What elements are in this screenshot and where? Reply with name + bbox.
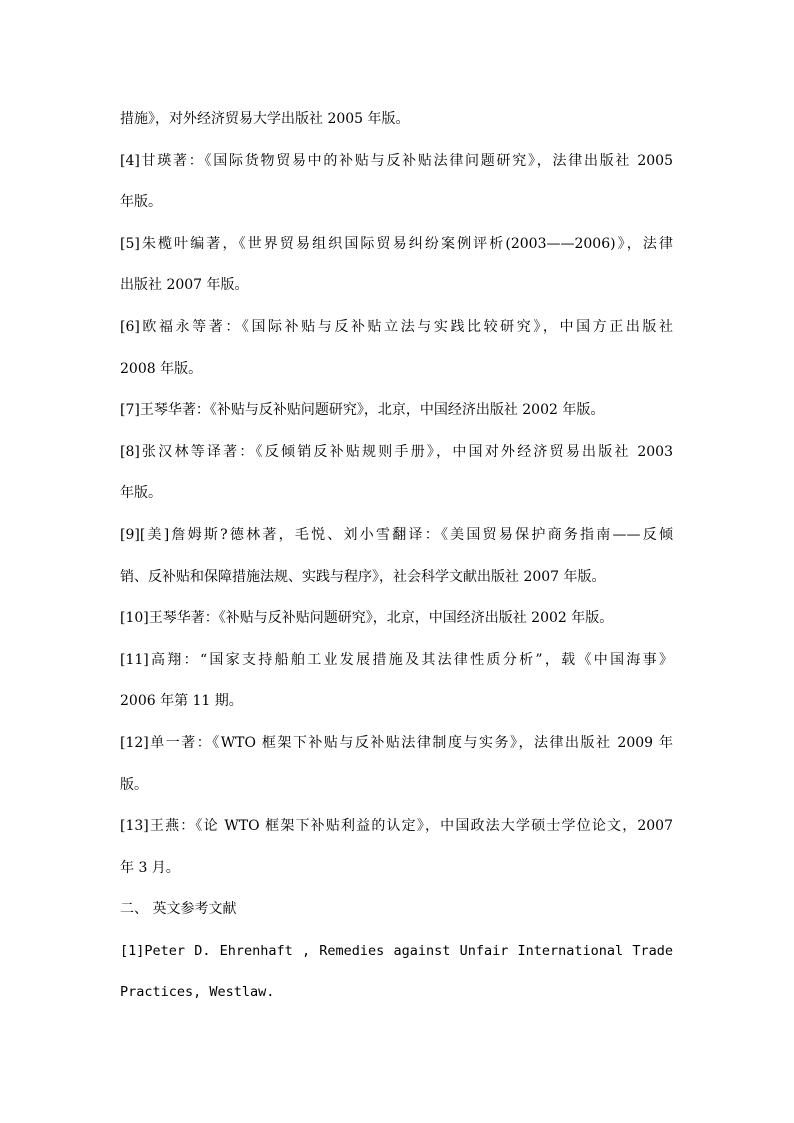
text-line: 年版。 bbox=[120, 485, 162, 502]
text-line: [13]王燕：《论 WTO 框架下补贴利益的认定》，中国政法大学硕士学位论文，2007 bbox=[120, 818, 673, 835]
document-page bbox=[120, 99, 673, 1014]
text-line: 2008 年版。 bbox=[120, 360, 203, 377]
text-line: [9][美]詹姆斯?德林著，毛悦、刘小雪翻译：《美国贸易保护商务指南——反倾 bbox=[120, 526, 673, 543]
text-line: [12]单一著：《WTO 框架下补贴与反补贴法律制度与实务》，法律出版社 2009 年 bbox=[120, 734, 673, 751]
text-line: [7]王琴华著：《补贴与反补贴问题研究》，北京，中国经济出版社 2002 年版。 bbox=[120, 402, 605, 419]
text-line: Practices, Westlaw. bbox=[120, 984, 275, 1001]
text-line: [5]朱榄叶编著，《世界贸易组织国际贸易纠纷案例评析(2003——2006)》，法律 bbox=[120, 235, 673, 252]
text-line: 年版。 bbox=[120, 194, 162, 211]
text-line: [1]Peter D. Ehrenhaft , Remedies against Unfair International Trade bbox=[120, 942, 673, 959]
text-line: [4]甘瑛著：《国际货物贸易中的补贴与反补贴法律问题研究》，法律出版社 2005 bbox=[120, 152, 673, 169]
text-line: 2006 年第 11 期。 bbox=[120, 693, 243, 710]
text-line: [6]欧福永等著：《国际补贴与反补贴立法与实践比较研究》，中国方正出版社 bbox=[120, 318, 673, 335]
text-line: 版。 bbox=[120, 776, 148, 793]
text-line: 出版社 2007 年版。 bbox=[120, 277, 249, 294]
text-line: [8]张汉林等译著：《反倾销反补贴规则手册》，中国对外经济贸易出版社 2003 bbox=[120, 443, 673, 460]
text-line: 措施》，对外经济贸易大学出版社 2005 年版。 bbox=[120, 111, 410, 127]
text-line: 销、反补贴和保障措施法规、实践与程序》，社会科学文献出版社 2007 年版。 bbox=[120, 568, 606, 585]
text-line: [11]高翔：“国家支持船舶工业发展措施及其法律性质分析”，载《中国海事》 bbox=[120, 651, 673, 668]
section-heading: 二、 英文参考文献 bbox=[120, 901, 237, 918]
text-line: [10]王琴华著：《补贴与反补贴问题研究》，北京，中国经济出版社 2002 年版。 bbox=[120, 610, 614, 627]
text-line: 年 3 月。 bbox=[120, 859, 180, 876]
